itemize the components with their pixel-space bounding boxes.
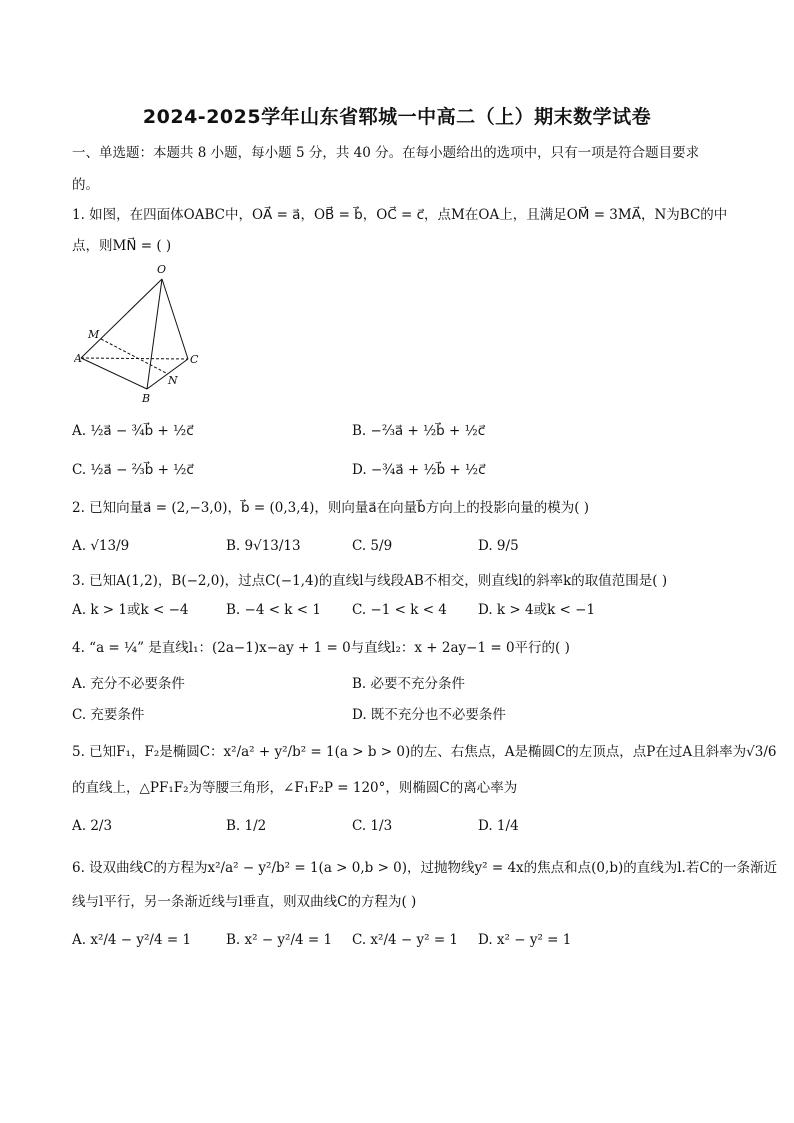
edge-OC bbox=[162, 279, 188, 359]
question-4-line1: 4. “a = ¼” 是直线l₁：(2a−1)x−ay + 1 = 0与直线l₂：x + 2ay−1 = 0平行的( ) bbox=[72, 640, 570, 656]
question-4-option-c: C. 充要条件 bbox=[72, 707, 145, 723]
question-5-option-a: A. 2/3 bbox=[72, 818, 113, 834]
label-C: C bbox=[190, 353, 199, 366]
question-6-option-b: B. x² − y²/4 = 1 bbox=[226, 932, 333, 948]
question-6-option-d: D. x² − y² = 1 bbox=[478, 932, 572, 948]
edge-OA bbox=[81, 279, 162, 358]
question-5-option-d: D. 1/4 bbox=[478, 818, 519, 834]
question-2-option-b: B. 9√13/13 bbox=[226, 538, 301, 554]
question-6-option-a: A. x²/4 − y²/4 = 1 bbox=[72, 932, 192, 948]
question-3-option-c: C. −1 < k < 4 bbox=[352, 602, 447, 618]
tetrahedron-figure bbox=[74, 262, 214, 407]
question-2-option-c: C. 5/9 bbox=[352, 538, 393, 554]
question-1-option-a: A. ½a⃗ − ¾b⃗ + ½c⃗ bbox=[72, 423, 194, 439]
question-5-option-c: C. 1/3 bbox=[352, 818, 393, 834]
question-3-option-a: A. k > 1或k < −4 bbox=[72, 602, 189, 618]
question-1-option-c: C. ½a⃗ − ⅔b⃗ + ½c⃗ bbox=[72, 462, 194, 478]
question-4-option-a: A. 充分不必要条件 bbox=[72, 676, 185, 692]
question-2-option-d: D. 9/5 bbox=[478, 538, 519, 554]
edge-AB bbox=[81, 358, 147, 389]
label-B: B bbox=[142, 392, 151, 405]
question-6-line2: 线与l平行，另一条渐近线与l垂直，则双曲线C的方程为( ) bbox=[72, 894, 417, 910]
question-2-option-a: A. √13/9 bbox=[72, 538, 130, 554]
section-heading-line2: 的。 bbox=[72, 177, 99, 193]
label-A: A bbox=[74, 352, 82, 365]
question-2-line1: 2. 已知向量a⃗ = (2,−3,0)，b⃗ = (0,3,4)，则向量a⃗在向量b⃗方向上的投影向量的模为( ) bbox=[72, 500, 590, 516]
question-1-option-d: D. −¾a⃗ + ½b⃗ + ½c⃗ bbox=[352, 462, 486, 478]
exam-title: 2024-2025学年山东省郓城一中高二（上）期末数学试卷 bbox=[142, 106, 652, 128]
label-N: N bbox=[168, 374, 178, 387]
question-6-option-c: C. x²/4 − y² = 1 bbox=[352, 932, 459, 948]
question-5-line1: 5. 已知F₁，F₂是椭圆C：x²/a² + y²/b² = 1(a > b > 0)的左、右焦点，A是椭圆C的左顶点，点P在过A且斜率为√3/6 bbox=[72, 744, 777, 760]
segment-MN-hidden bbox=[101, 339, 168, 374]
label-O: O bbox=[157, 263, 167, 276]
label-M: M bbox=[88, 328, 100, 341]
question-1-line2: 点，则MN⃗ = ( ) bbox=[72, 238, 172, 254]
question-1-line1: 1. 如图，在四面体OABC中，OA⃗ = a⃗，OB⃗ = b⃗，OC⃗ = c⃗，点M在OA上，且满足OM⃗ = 3MA⃗，N为BC的中 bbox=[72, 207, 728, 223]
question-4-option-d: D. 既不充分也不必要条件 bbox=[352, 707, 506, 723]
question-1-option-b: B. −⅔a⃗ + ½b⃗ + ½c⃗ bbox=[352, 423, 486, 439]
question-5-line2: 的直线上，△PF₁F₂为等腰三角形，∠F₁F₂P = 120°，则椭圆C的离心率为 bbox=[72, 780, 518, 796]
question-6-line1: 6. 设双曲线C的方程为x²/a² − y²/b² = 1(a > 0,b > 0)，过抛物线y² = 4x的焦点和点(0,b)的直线为l.若C的一条渐近 bbox=[72, 860, 778, 876]
question-3-line1: 3. 已知A(1,2)，B(−2,0)，过点C(−1,4)的直线l与线段AB不相交，则直线l的斜率k的取值范围是( ) bbox=[72, 573, 668, 589]
section-heading-line1: 一、单选题：本题共 8 小题，每小题 5 分，共 40 分。在每小题给出的选项中，只有一项是符合题目要求 bbox=[72, 145, 700, 161]
edge-AC-hidden bbox=[81, 358, 188, 359]
edge-OB bbox=[147, 279, 162, 389]
question-3-option-b: B. −4 < k < 1 bbox=[226, 602, 321, 618]
tetrahedron-diagram bbox=[74, 262, 214, 407]
question-3-option-d: D. k > 4或k < −1 bbox=[478, 602, 596, 618]
question-5-option-b: B. 1/2 bbox=[226, 818, 267, 834]
question-4-option-b: B. 必要不充分条件 bbox=[352, 676, 466, 692]
